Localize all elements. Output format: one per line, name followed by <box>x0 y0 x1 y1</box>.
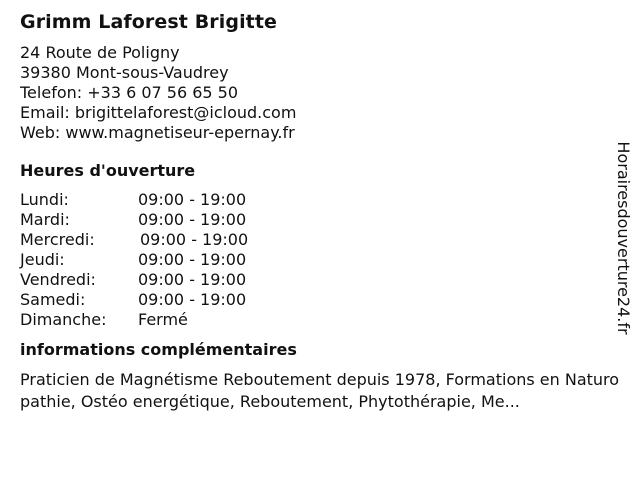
hours-time: Fermé <box>138 310 188 329</box>
hours-row-thursday <box>20 250 620 270</box>
hours-row-wednesday <box>20 230 620 250</box>
hours-row-monday <box>20 190 620 210</box>
contact-block <box>20 43 620 143</box>
address-line-2: 39380 Mont-sous-Vaudrey <box>20 63 229 82</box>
business-card <box>20 10 620 413</box>
phone-line: Telefon: +33 6 07 56 65 50 <box>20 83 239 102</box>
web-line: Web: www.magnetiseur-epernay.fr <box>20 123 295 142</box>
hours-day: Dimanche: <box>20 310 107 329</box>
business-name: Grimm Laforest Brigitte <box>20 11 278 33</box>
hours-time: 09:00 - 19:00 <box>140 230 249 249</box>
hours-day: Jeudi: <box>20 250 65 269</box>
hours-time: 09:00 - 19:00 <box>138 270 247 289</box>
hours-row-sunday <box>20 310 620 330</box>
info-title: informations complémentaires <box>20 340 297 359</box>
hours-row-saturday <box>20 290 620 310</box>
hours-title: Heures d'ouverture <box>20 161 196 180</box>
hours-day: Mardi: <box>20 210 70 229</box>
hours-row-friday <box>20 270 620 290</box>
site-watermark: Horairesdouverture24.fr <box>614 141 633 335</box>
hours-row-tuesday <box>20 210 620 230</box>
hours-day: Vendredi: <box>20 270 96 289</box>
hours-time: 09:00 - 19:00 <box>138 190 247 209</box>
hours-day: Lundi: <box>20 190 69 209</box>
email-line: Email: brigittelaforest@icloud.com <box>20 103 297 122</box>
address-line-1: 24 Route de Poligny <box>20 43 180 62</box>
hours-time: 09:00 - 19:00 <box>138 290 247 309</box>
hours-time: 09:00 - 19:00 <box>138 210 247 229</box>
hours-day: Samedi: <box>20 290 86 309</box>
hours-day: Mercredi: <box>20 230 95 249</box>
hours-time: 09:00 - 19:00 <box>138 250 247 269</box>
hours-table <box>20 190 620 330</box>
info-text: Praticien de Magnétisme Reboutement depuis 1978, Formations en Naturopathie, Ostéo energétique, Reboutement, Phytothérapie, Me... <box>20 370 620 411</box>
